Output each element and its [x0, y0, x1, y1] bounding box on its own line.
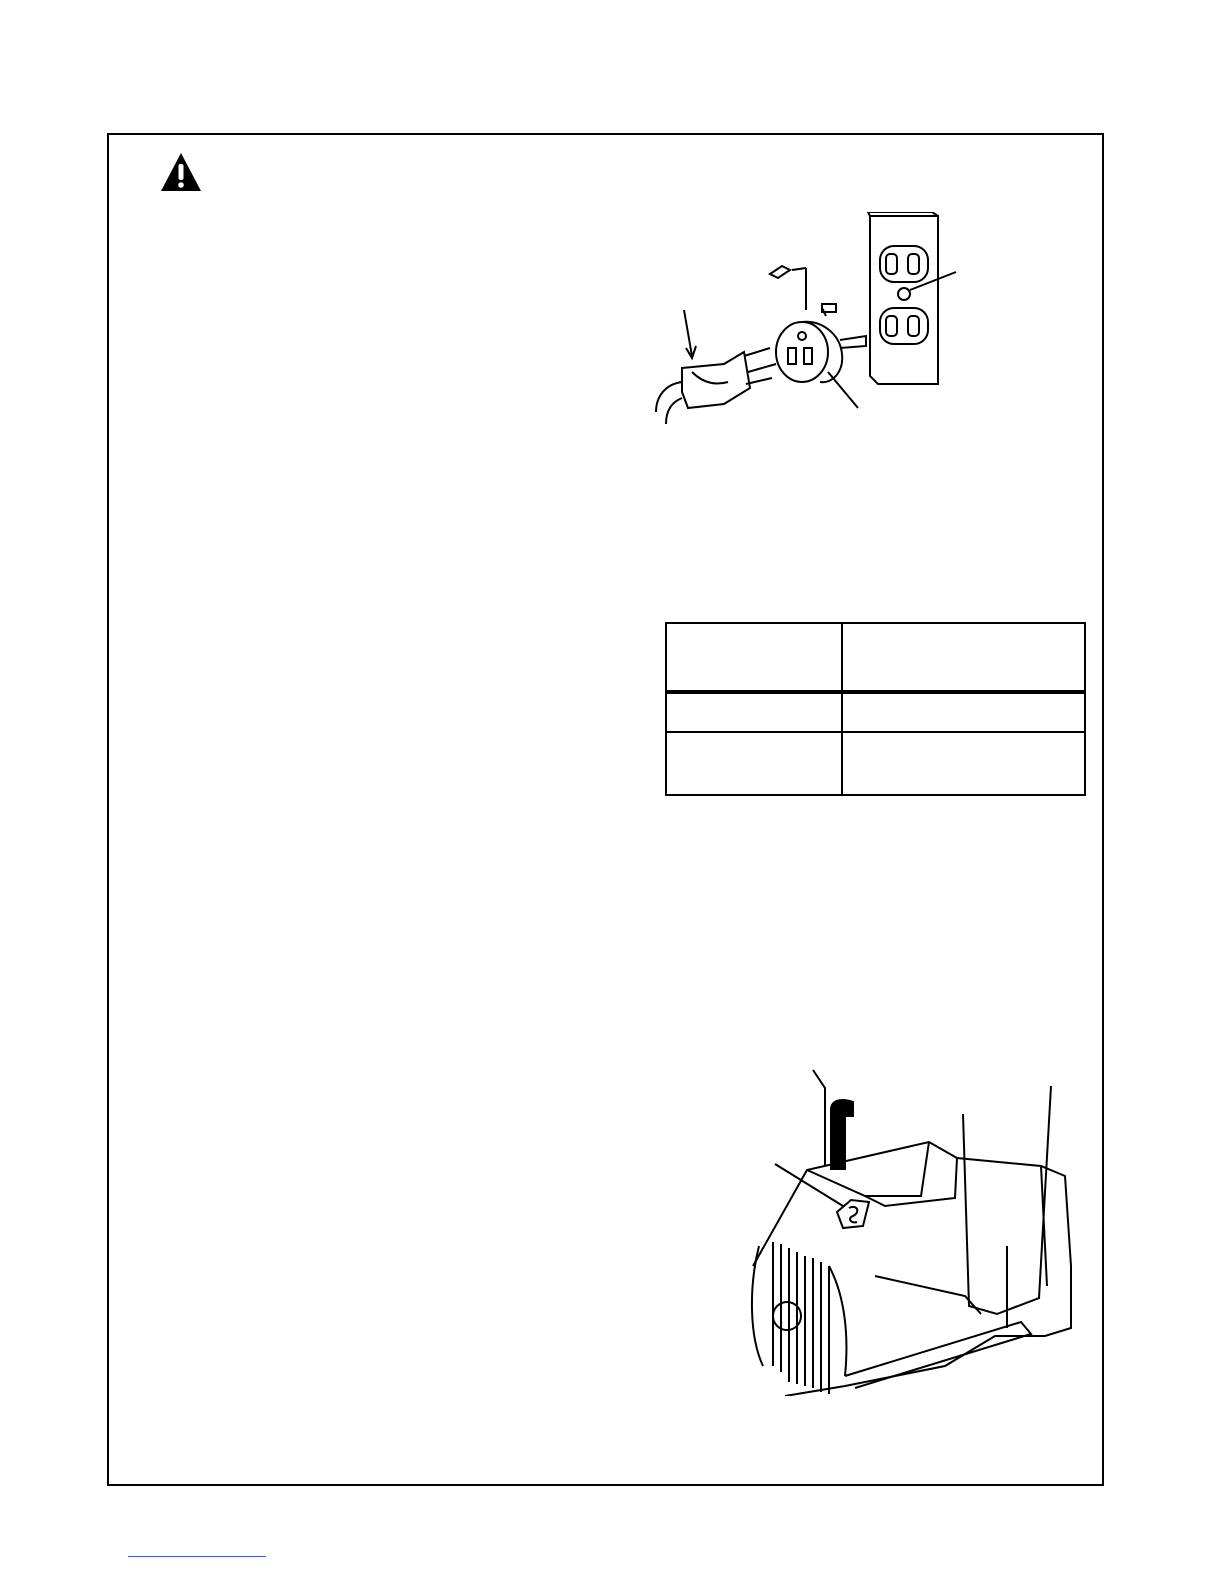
footer-link-underline[interactable]: [128, 1556, 266, 1557]
table-row: [666, 732, 1085, 795]
table-row: [666, 693, 1085, 732]
cover-screw: [898, 288, 910, 300]
grounding-adapter-illustration: [652, 212, 982, 424]
table-header-row: [666, 623, 1085, 691]
warning-triangle-icon: [160, 152, 202, 192]
three-prong-plug: [682, 352, 750, 408]
extension-cord-table: [665, 622, 1086, 796]
motor-reset-illustration: [745, 1066, 1075, 1396]
